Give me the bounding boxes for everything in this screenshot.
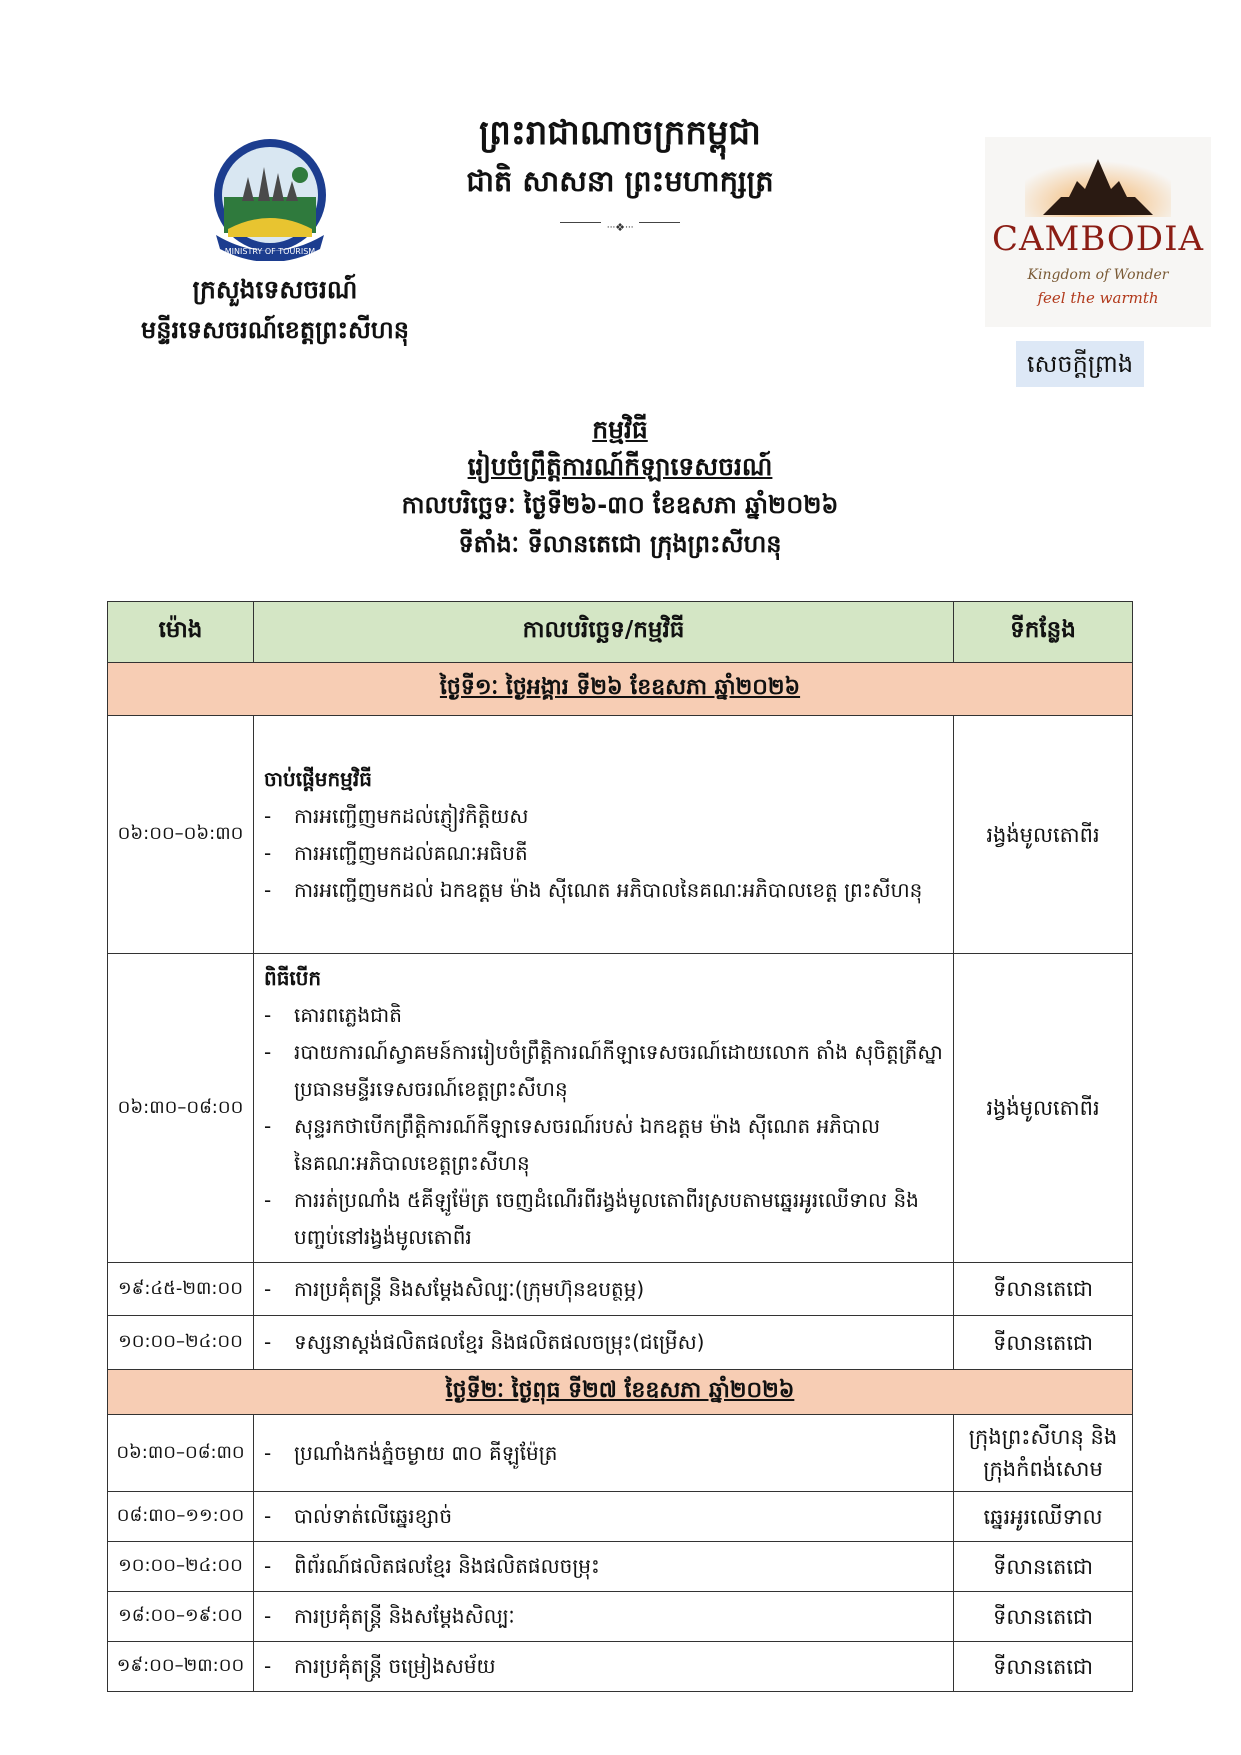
time-cell: ១៩:០០–២៣:០០ xyxy=(108,1642,254,1692)
kingdom-title: ព្រះរាជាណាចក្រកម្ពុជា xyxy=(479,113,761,153)
day-1-label: ថ្ងៃទី១ៈ ថ្ងៃអង្គារ ទី២៦ ខែឧសភា ឆ្នាំ២០២៦ xyxy=(108,663,1133,716)
table-row xyxy=(108,1542,1133,1592)
header-location: ទីកន្លែង xyxy=(954,602,1133,663)
draft-label: សេចក្តីព្រាង xyxy=(1016,341,1144,387)
time-cell: ១៩:៤៥-២៣:០០ xyxy=(108,1263,254,1316)
time-cell: ០៦:០០–០៦:៣០ xyxy=(108,716,254,954)
list-item: - ការប្រគុំតន្ត្រី ចម្រៀងសម័យ xyxy=(264,1654,496,1678)
location-cell: ទីលានតេជោ xyxy=(954,1316,1133,1370)
cambodia-brand-logo xyxy=(985,137,1211,327)
location-cell: រង្វង់មូលតោពីរ xyxy=(954,954,1133,1263)
brand-tagline: Kingdom of Wonder xyxy=(1027,267,1169,283)
location-cell: ឆ្នេរអូរឈើទាល xyxy=(954,1492,1133,1542)
location-cell: ទីលានតេជោ xyxy=(954,1263,1133,1316)
list-item: - ទស្សនាស្តង់ផលិតផលខ្មែរ និងផលិតផលចម្រុះ(ជម្រើស) xyxy=(264,1330,705,1354)
department-name: មន្ទីរទេសចរណ៍ខេត្តព្រះសីហនុ xyxy=(141,316,409,344)
time-cell: ១០:០០–២៤:០០ xyxy=(108,1316,254,1370)
national-header xyxy=(380,108,860,234)
table-row xyxy=(108,716,1133,954)
day-row xyxy=(108,1370,1133,1415)
header-time: ម៉ោង xyxy=(108,602,254,663)
angkor-silhouette-icon xyxy=(985,137,1211,217)
location-cell: ទីលានតេជោ xyxy=(954,1642,1133,1692)
list-item: - ការរត់ប្រណាំង ៥គីឡូម៉ែត្រ ចេញដំណើរពីរង្វង់មូលតោពីរស្របតាមឆ្នេរអូរឈើទាល និងបញ្ចប់នៅរង្វង់មូលតោពីរ xyxy=(264,1188,919,1249)
program-cell xyxy=(254,1415,954,1492)
list-item: - ការអញ្ជើញមកដល់ ឯកឧត្តម ម៉ាង ស៊ីណេត អភិបាលនៃគណៈអភិបាលខេត្ត ព្រះសីហនុ xyxy=(264,877,923,902)
brand-name: CAMBODIA xyxy=(991,219,1205,259)
day-row xyxy=(108,663,1133,716)
ministry-block xyxy=(90,270,460,350)
svg-text:MINISTRY OF TOURISM: MINISTRY OF TOURISM xyxy=(224,247,316,256)
table-row xyxy=(108,1415,1133,1492)
program-cell xyxy=(254,1316,954,1370)
event-title: រៀបចំព្រឹត្តិការណ៍កីឡាទេសចរណ៍ xyxy=(467,452,773,481)
program-cell xyxy=(254,1492,954,1542)
program-heading: កម្មវិធី xyxy=(592,415,648,444)
ministry-of-tourism-logo xyxy=(202,137,338,261)
list-item: - ការអញ្ជើញមកដល់ភ្ញៀវកិត្តិយស xyxy=(264,803,529,828)
list-item: - ការអញ្ជើញមកដល់គណៈអធិបតី xyxy=(264,840,528,865)
ministry-name: ក្រសួងទេសចរណ៍ xyxy=(192,275,358,304)
location-cell: ទីលានតេជោ xyxy=(954,1592,1133,1642)
list-item: - បាល់ទាត់លើឆ្នេរខ្សាច់ xyxy=(264,1504,453,1528)
program-cell xyxy=(254,716,954,954)
time-cell: ០៦:៣០–០៨:៣០ xyxy=(108,1415,254,1492)
program-cell xyxy=(254,1642,954,1692)
location-cell: ទីលានតេជោ xyxy=(954,1542,1133,1592)
brand-slogan: feel the warmth xyxy=(1037,289,1159,307)
list-item: - ប្រណាំងកង់ភ្នំចម្ងាយ ៣០ គីឡូម៉ែត្រ xyxy=(264,1440,558,1465)
list-item: - ការប្រគុំតន្ត្រី និងសម្តែងសិល្បៈ(ក្រុមហ៊ុនឧបត្ថម្ភ) xyxy=(264,1276,645,1301)
ornament-divider: ᐧᐧᐧ❖ᐧᐧᐧ xyxy=(560,216,680,228)
document-title-block xyxy=(240,412,1000,564)
program-cell xyxy=(254,1592,954,1642)
program-cell xyxy=(254,1263,954,1316)
list-item: - គោរពភ្លេងជាតិ xyxy=(264,1003,402,1027)
list-item: - របាយការណ៍ស្វាគមន៍ការរៀបចំព្រឹត្តិការណ៍កីឡាទេសចរណ៍ដោយលោក តាំង សុចិត្តត្រីស្នា ប្រធានមន្ទីរទេសចរណ៍ខេត្តព្រះសីហនុ xyxy=(264,1040,943,1101)
national-motto: ជាតិ សាសនា ព្រះមហាក្សត្រ xyxy=(466,164,774,198)
program-title: ចាប់ផ្តើមកម្មវិធី xyxy=(264,766,372,791)
table-row xyxy=(108,1642,1133,1692)
schedule-table xyxy=(107,601,1133,1692)
header-program: កាលបរិច្ឆេទ/កម្មវិធី xyxy=(254,602,954,663)
time-cell: ០៨:៣០–១១:០០ xyxy=(108,1492,254,1542)
location-cell: ក្រុងព្រះសីហនុ និង ក្រុងកំពង់សោម xyxy=(954,1415,1133,1492)
location-cell: រង្វង់មូលតោពីរ xyxy=(954,716,1133,954)
time-cell: ១០:០០–២៤:០០ xyxy=(108,1542,254,1592)
day-2-label: ថ្ងៃទី២ៈ ថ្ងៃពុធ ទី២៧ ខែឧសភា ឆ្នាំ២០២៦ xyxy=(108,1370,1133,1415)
time-cell: ០៦:៣០–០៨:០០ xyxy=(108,954,254,1263)
table-row xyxy=(108,1316,1133,1370)
table-row xyxy=(108,1492,1133,1542)
list-item: - ការប្រគុំតន្ត្រី និងសម្តែងសិល្បៈ xyxy=(264,1604,515,1628)
table-header-row xyxy=(108,602,1133,663)
program-cell xyxy=(254,954,954,1263)
table-row xyxy=(108,1592,1133,1642)
event-venue: ទីតាំងៈ ទីលានតេជោ ក្រុងព្រះសីហនុ xyxy=(458,530,782,558)
program-title: ពិធីបើក xyxy=(264,966,322,990)
table-row xyxy=(108,1263,1133,1316)
program-cell xyxy=(254,1542,954,1592)
time-cell: ១៨:០០–១៩:០០ xyxy=(108,1592,254,1642)
list-item: - សុន្ទរកថាបើកព្រឹត្តិការណ៍កីឡាទេសចរណ៍របស់ ឯកឧត្តម ម៉ាង ស៊ីណេត អភិបាល នៃគណៈអភិបាលខេត្តព្រះសីហនុ xyxy=(264,1114,881,1175)
event-date: កាលបរិច្ឆេទៈ ថ្ងៃទី២៦-៣០ ខែឧសភា ឆ្នាំ២០២៦ xyxy=(401,491,839,519)
table-row xyxy=(108,954,1133,1263)
list-item: - ពិព័រណ៍ផលិតផលខ្មែរ និងផលិតផលចម្រុះ xyxy=(264,1554,600,1578)
